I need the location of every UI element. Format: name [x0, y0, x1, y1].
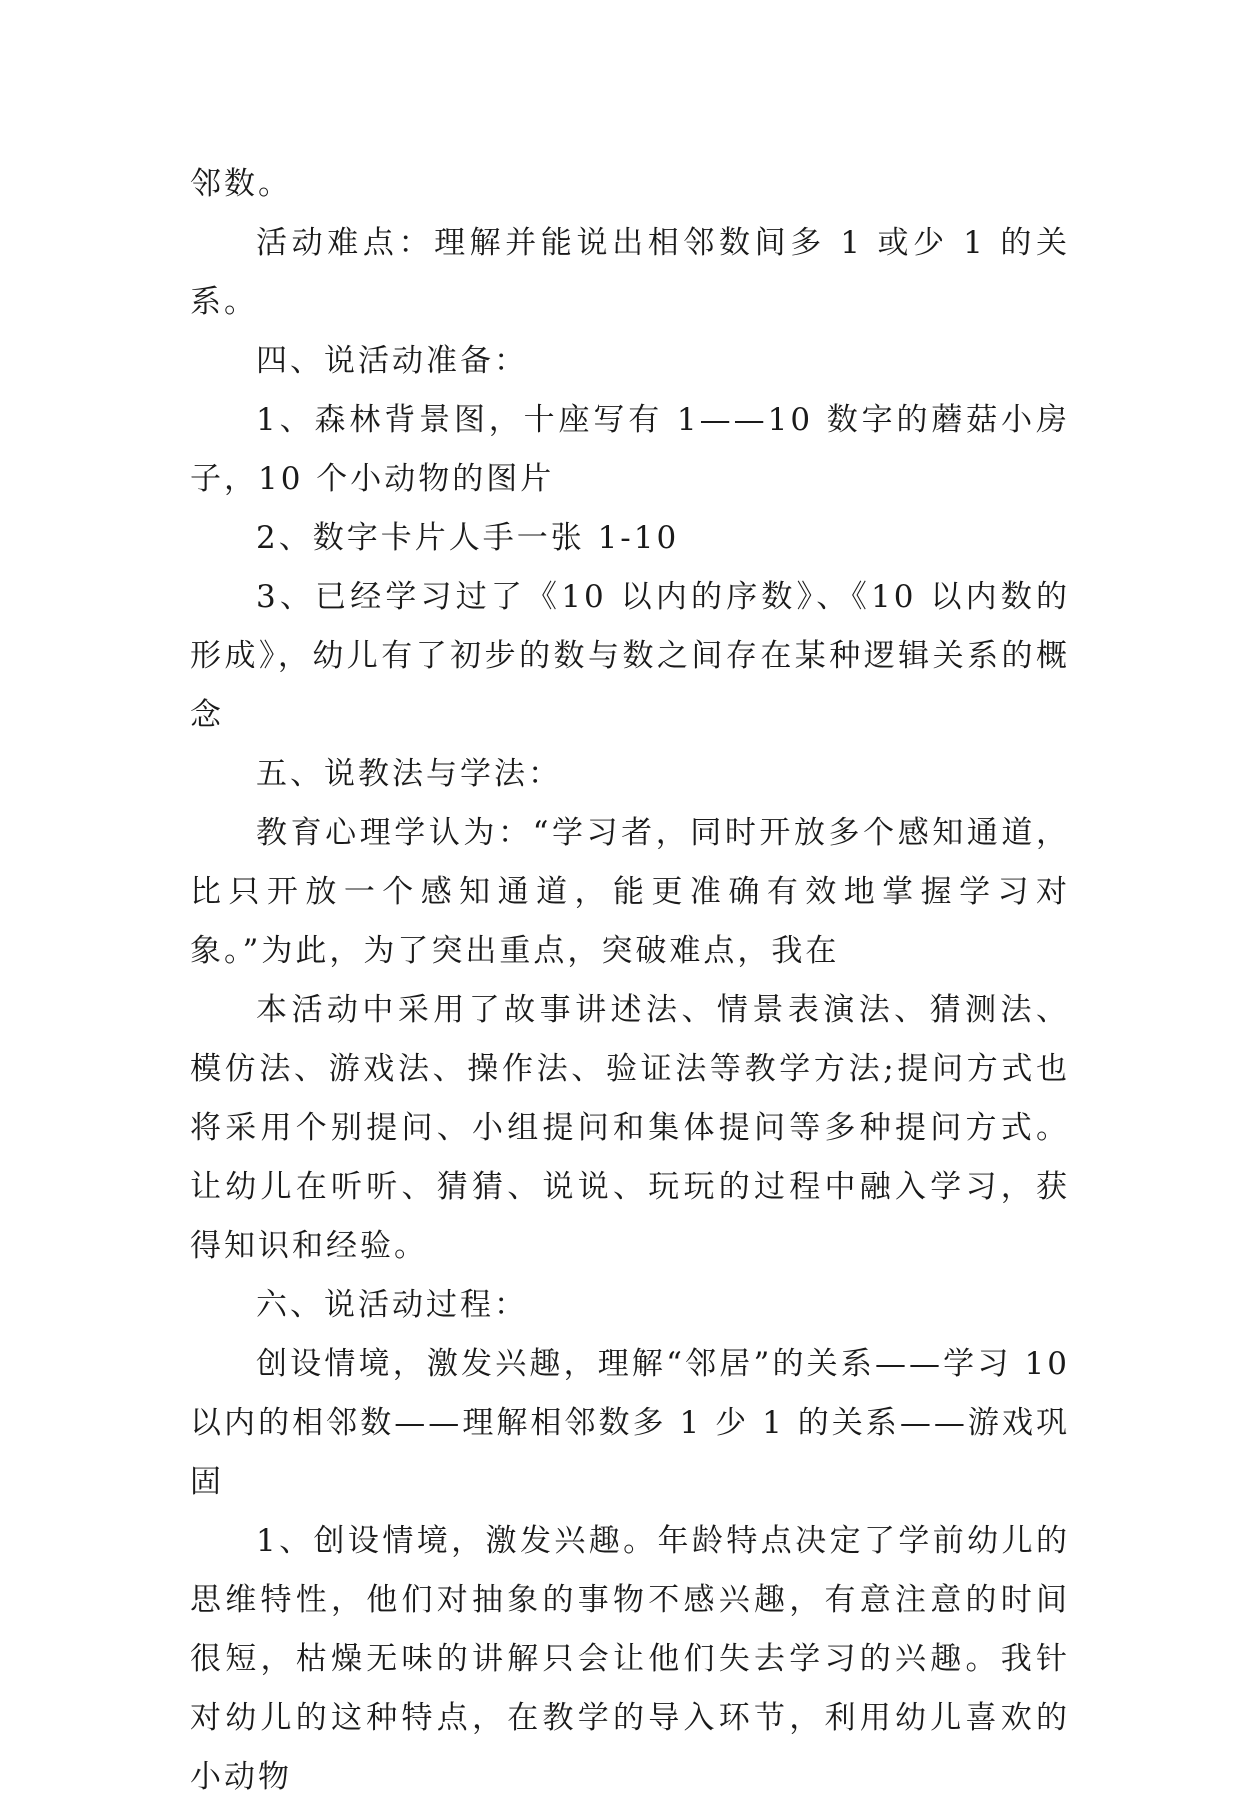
heading-activity-preparation: 四、说活动准备： [256, 343, 528, 379]
paragraph-prep-item-1: 1、森林背景图，十座写有 1——10 数字的蘑菇小房子，10 个小动物的图片 [190, 402, 1070, 497]
heading-teaching-methods: 五、说教法与学法： [256, 756, 562, 792]
paragraph-activity-difficulty: 活动难点：理解并能说出相邻数间多 1 或少 1 的关系。 [190, 225, 1070, 320]
document-body [190, 155, 1070, 1807]
paragraph-process-step-1: 1、创设情境，激发兴趣。年龄特点决定了学前幼儿的思维特性，他们对抽象的事物不感兴趣，有意注意的时间很短，枯燥无味的讲解只会让他们失去学习的兴趣。我针对幼儿的这种特点，在教学的导入环节，利用幼儿喜欢的小动物 [190, 1523, 1070, 1795]
paragraph-process-overview: 创设情境，激发兴趣，理解“邻居”的关系——学习 10 以内的相邻数——理解相邻数多 1 少 1 的关系——游戏巩固 [190, 1346, 1070, 1500]
paragraph-psychology-quote: 教育心理学认为：“学习者，同时开放多个感知通道，比只开放一个感知通道，能更准确有效地掌握学习对象。”为此，为了突出重点，突破难点，我在 [190, 815, 1070, 969]
paragraph-prep-item-2: 2、数字卡片人手一张 1-10 [256, 520, 680, 556]
paragraph-methods-detail: 本活动中采用了故事讲述法、情景表演法、猜测法、模仿法、游戏法、操作法、验证法等教学方法;提问方式也将采用个别提问、小组提问和集体提问等多种提问方式。让幼儿在听听、猜猜、说说、玩玩的过程中融入学习，获得知识和经验。 [190, 992, 1070, 1264]
paragraph-prep-item-3: 3、已经学习过了《10 以内的序数》、《10 以内数的形成》，幼儿有了初步的数与数之间存在某种逻辑关系的概念 [190, 579, 1070, 733]
paragraph-continuation: 邻数。 [190, 166, 292, 202]
heading-activity-process: 六、说活动过程： [256, 1287, 528, 1323]
